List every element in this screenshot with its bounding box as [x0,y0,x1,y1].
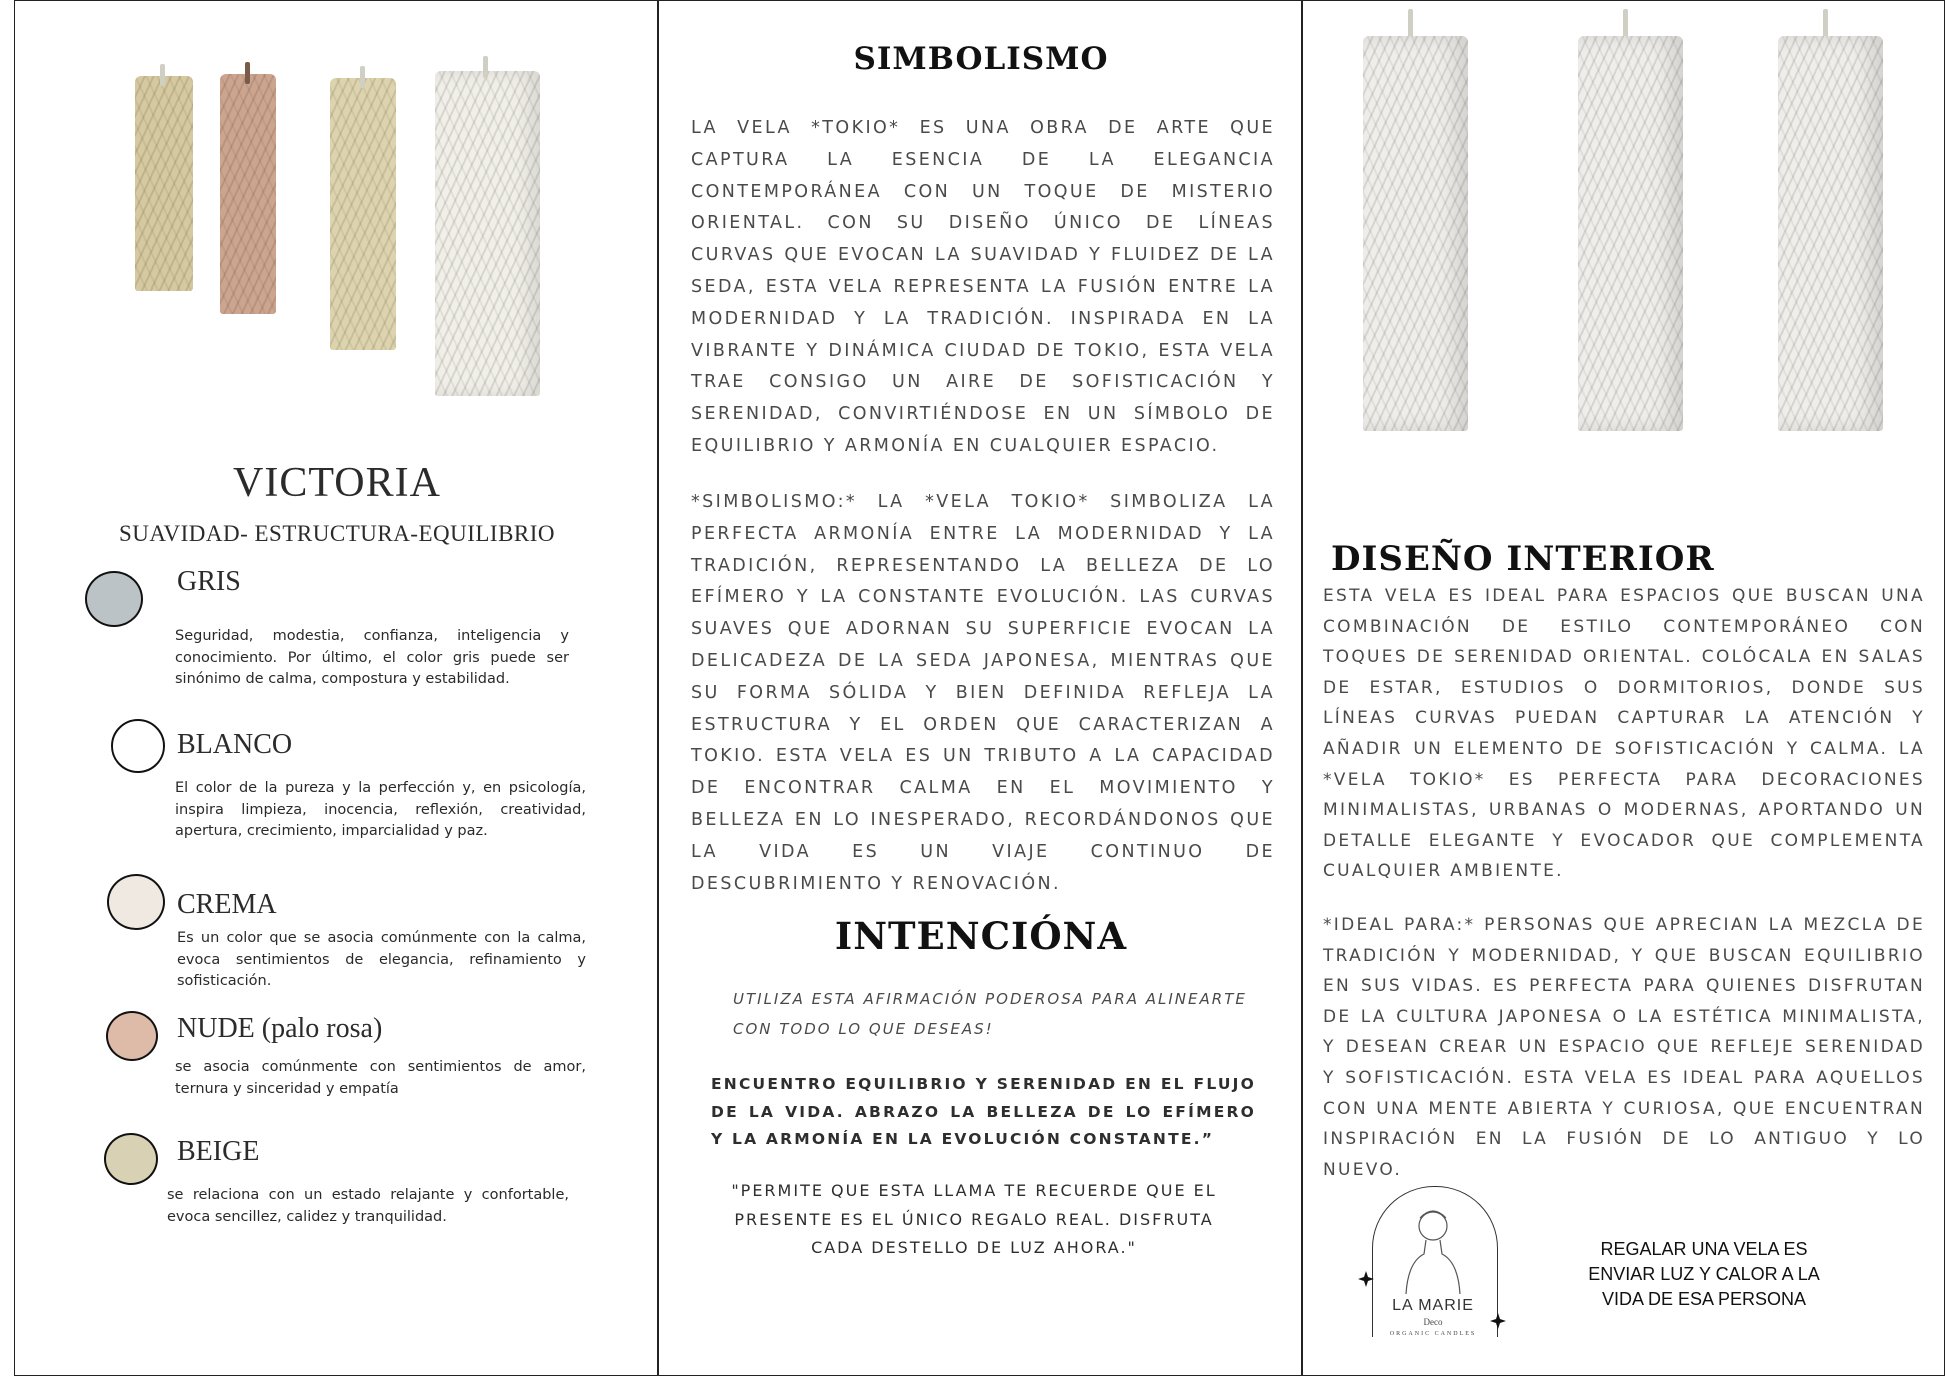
right-panel [1302,0,1945,1376]
simbolismo-paragraph-2: *SIMBOLISMO:* LA *VELA TOKIO* SIMBOLIZA LA PERFECTA ARMONÍA ENTRE LA MODERNIDAD Y LA TRADICIÓN, REPRESENTANDO LA BELLEZA DE LO EFÍMERO Y LA CONSTANTE EVOLUCIÓN. LAS CURVAS SUAVES QUE ADORNAN SU SUPERFICIE EVOCAN LA DELICADEZA DE LA SEDA JAPONESA, MIENTRAS QUE SU FORMA SÓLIDA Y BIEN DEFINIDA REFLEJA LA ESTRUCTURA Y EL ORDEN QUE CARACTERIZAN A TOKIO. ESTA VELA ES UN TRIBUTO A LA CAPACIDAD DE ENCONTRAR CALMA EN EL MOVIMIENTO Y BELLEZA EN LO INESPERADO, RECORDÁNDONOS QUE LA VIDA ES UN VIAJE CONTINUO DE DESCUBRIMIENTO Y RENOVACIÓN. [691,492,1275,894]
candle-white-3 [1778,36,1883,431]
color-desc-gris: Seguridad, modestia, confianza, inteligencia y conocimiento. Por último, el color gris puede ser sinónimo de calma, compostura y estabilidad. [175,628,569,687]
candles-photo [115,56,595,406]
swatch-crema [107,874,165,930]
swatch-blanco [111,719,165,773]
diseno-paragraph-1: ESTA VELA ES IDEAL PARA ESPACIOS QUE BUSCAN UNA COMBINACIÓN DE ESTILO CONTEMPORÁNEO CON TOQUES DE SERENIDAD ORIENTAL. COLÓCALA EN SALAS DE ESTAR, ESTUDIOS O DORMITORIOS, DONDE SUS LÍNEAS CURVAS PUEDAN CAPTURAR LA ATENCIÓN Y AÑADIR UN ELEMENTO DE SOFISTICACIÓN Y CALMA. LA *VELA TOKIO* ES PERFECTA PARA DECORACIONES MINIMALISTAS, URBANAS O MODERNAS, APORTANDO UN DETALLE ELEGANTE Y EVOCADOR QUE COMPLEMENTA CUALQUIER AMBIENTE. [1323,586,1925,882]
intencion-intro: UTILIZA ESTA AFIRMACIÓN PODEROSA PARA ALINEARTE CON TODO LO QUE DESEAS! [733,990,1247,1038]
color-desc-nude: se asocia comúnmente con sentimientos de amor, ternura y sinceridad y empatía [175,1059,586,1097]
logo-sub: Deco [1423,1317,1443,1327]
brand-logo [1358,1186,1508,1348]
candle-nude [220,74,276,314]
logo-tag: ORGANIC CANDLES [1389,1331,1477,1337]
wick [1823,9,1828,39]
candle-beige [135,76,193,291]
swatch-nude [106,1011,158,1061]
gift-message: REGALAR UNA VELA ES ENVIAR LUZ Y CALOR A LA VIDA DE ESA PERSONA [1588,1239,1820,1309]
color-desc-crema: Es un color que se asocia comúnmente con la calma, evoca sentimientos de elegancia, refinamiento y sofisticación. [177,930,586,989]
sparkle-icon [1358,1271,1374,1287]
quote-text: "PERMITE QUE ESTA LLAMA TE RECUERDE QUE EL PRESENTE ES EL ÚNICO REGALO REAL. DISFRUTA CADA DESTELLO DE LUZ AHORA." [731,1181,1217,1257]
wick [245,62,250,84]
wick [1408,9,1413,39]
diseno-paragraph-2: *IDEAL PARA:* PERSONAS QUE APRECIAN LA MEZCLA DE TRADICIÓN Y MODERNIDAD, Y QUE BUSCAN EQUILIBRIO EN SUS VIDAS. ES PERFECTA PARA QUIENES DISFRUTAN DE LA CULTURA JAPONESA O LA ESTÉTICA MINIMALISTA, Y DESEAN CREAR UN ESPACIO QUE REFLEJE SERENIDAD Y SOFISTICACIÓN. ESTA VELA ES IDEAL PARA AQUELLOS CON UNA MENTE ABIERTA Y CURIOSA, QUE ENCUENTRAN INSPIRACIÓN EN LA FUSIÓN DE LO ANTIGUO Y LO NUEVO. [1323,915,1925,1180]
color-desc-blanco: El color de la pureza y la perfección y, en psicología, inspira limpieza, inocencia, reflexión, creatividad, apertura, crecimiento, imparcialidad y paz. [175,780,586,839]
swatch-beige [104,1133,158,1185]
section-title-simbolismo: SIMBOLISMO [853,41,1109,77]
color-name-nude: NUDE (palo rosa) [177,1013,383,1044]
color-name-blanco: BLANCO [177,729,293,760]
candle-cream [330,78,396,350]
wick [360,66,365,88]
logo-name: LA MARIE [1392,1297,1474,1314]
color-name-gris: GRIS [177,566,241,597]
candle-white [435,71,540,396]
color-name-beige: BEIGE [177,1136,260,1167]
simbolismo-paragraph-1: LA VELA *TOKIO* ES UNA OBRA DE ARTE QUE CAPTURA LA ESENCIA DE LA ELEGANCIA CONTEMPORÁNEA CON UN TOQUE DE MISTERIO ORIENTAL. CON SU DISEÑO ÚNICO DE LÍNEAS CURVAS QUE EVOCAN LA SUAVIDAD Y FLUIDEZ DE LA SEDA, ESTA VELA REPRESENTA LA FUSIÓN ENTRE LA MODERNIDAD Y LA TRADICIÓN. INSPIRADA EN LA VIBRANTE Y DINÁMICA CIUDAD DE TOKIO, ESTA VELA TRAE CONSIGO UN AIRE DE SOFISTICACIÓN Y SERENIDAD, CONVIRTIÉNDOSE EN UN SÍMBOLO DE EQUILIBRIO Y ARMONÍA EN CUALQUIER ESPACIO. [691,118,1275,456]
affirmation-text: ENCUENTRO EQUILIBRIO Y SERENIDAD EN EL FLUJO DE LA VIDA. ABRAZO LA BELLEZA DE LO EFÍMERO Y LA ARMONÍA EN LA EVOLUCIÓN CONSTANTE.” [711,1075,1256,1148]
left-panel [14,0,658,1376]
candles-photo-white [1333,1,1913,471]
wick [1623,9,1628,39]
product-title: VICTORIA [233,460,441,506]
swatch-gris [85,571,143,627]
color-name-crema: CREMA [177,889,277,920]
candle-white-2 [1578,36,1683,431]
wick [483,56,488,78]
portrait-icon [1398,1204,1468,1299]
wick [160,64,165,86]
middle-panel [658,0,1302,1376]
section-title-diseno: DISEÑO INTERIOR [1331,539,1715,579]
candle-white-1 [1363,36,1468,431]
color-desc-beige: se relaciona con un estado relajante y confortable, evoca sencillez, calidez y tranquilidad. [167,1187,569,1225]
section-title-intencion: INTENCIÓNA [834,914,1128,958]
product-subtitle: SUAVIDAD- ESTRUCTURA-EQUILIBRIO [118,521,556,546]
